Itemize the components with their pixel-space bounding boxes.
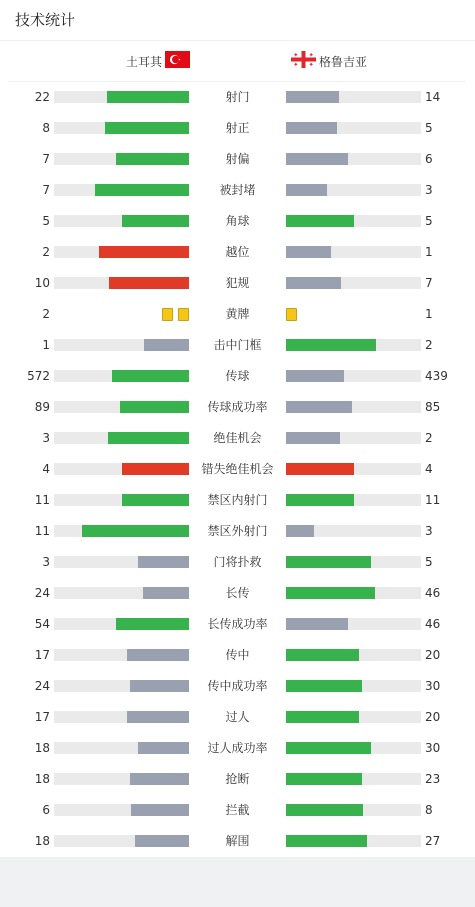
away-bar-fill bbox=[286, 649, 359, 661]
home-value: 6 bbox=[42, 803, 50, 817]
away-bar-fill bbox=[286, 277, 341, 289]
away-bar-fill bbox=[286, 463, 354, 475]
home-bar-fill bbox=[131, 804, 189, 816]
away-value: 8 bbox=[425, 803, 433, 817]
home-bar-fill bbox=[95, 184, 190, 196]
home-team bbox=[126, 51, 190, 71]
away-value: 20 bbox=[425, 648, 441, 662]
away-bar-fill bbox=[286, 525, 314, 537]
home-bar-track bbox=[54, 215, 189, 227]
stat-row bbox=[0, 392, 475, 423]
away-bar-track bbox=[286, 494, 421, 506]
home-bar-track bbox=[54, 463, 189, 475]
home-value: 11 bbox=[34, 524, 50, 538]
away-value: 46 bbox=[425, 617, 441, 631]
away-value: 11 bbox=[425, 493, 441, 507]
home-value: 22 bbox=[34, 90, 50, 104]
georgia-flag-icon bbox=[291, 51, 316, 71]
home-value: 3 bbox=[42, 555, 50, 569]
away-bar-fill bbox=[286, 835, 367, 847]
stat-label: 抢断 bbox=[225, 772, 250, 786]
home-value: 8 bbox=[42, 121, 50, 135]
home-value: 18 bbox=[34, 834, 50, 848]
stat-label: 禁区内射门 bbox=[207, 493, 268, 507]
away-team bbox=[291, 51, 367, 71]
stat-row bbox=[0, 268, 475, 299]
stat-label: 角球 bbox=[225, 214, 250, 228]
away-bar-track bbox=[286, 401, 421, 413]
away-value: 46 bbox=[425, 586, 441, 600]
away-bar-track bbox=[286, 463, 421, 475]
away-value: 5 bbox=[425, 555, 433, 569]
teams-header bbox=[0, 41, 475, 81]
away-bar-fill bbox=[286, 370, 344, 382]
away-bar-fill bbox=[286, 339, 376, 351]
stat-row bbox=[0, 485, 475, 516]
home-bar-fill bbox=[138, 556, 189, 568]
away-value: 439 bbox=[425, 369, 448, 383]
stat-label: 长传 bbox=[225, 586, 250, 600]
away-bar-track bbox=[286, 339, 421, 351]
home-bar-track bbox=[54, 91, 189, 103]
home-bar-fill bbox=[127, 711, 189, 723]
home-bar-track bbox=[54, 401, 189, 413]
home-bar-track bbox=[54, 649, 189, 661]
away-bar-fill bbox=[286, 246, 331, 258]
away-value: 23 bbox=[425, 772, 441, 786]
home-bar-track bbox=[54, 556, 189, 568]
home-bar-fill bbox=[116, 153, 189, 165]
away-bar-fill bbox=[286, 618, 348, 630]
away-bar-fill bbox=[286, 401, 352, 413]
away-bar-track bbox=[286, 277, 421, 289]
stat-label: 犯规 bbox=[225, 276, 250, 290]
home-bar-track bbox=[54, 835, 189, 847]
home-bar-fill bbox=[108, 432, 189, 444]
home-bar-fill bbox=[107, 91, 189, 103]
stat-label: 射正 bbox=[225, 121, 250, 135]
home-value: 11 bbox=[34, 493, 50, 507]
stat-label: 长传成功率 bbox=[207, 617, 268, 631]
away-bar-track bbox=[286, 587, 421, 599]
stat-label: 越位 bbox=[225, 245, 250, 259]
home-value: 7 bbox=[42, 183, 50, 197]
away-bar-fill bbox=[286, 773, 362, 785]
away-team-name: 格鲁吉亚 bbox=[319, 54, 368, 69]
away-bar-track bbox=[286, 370, 421, 382]
stat-row bbox=[0, 175, 475, 206]
stat-row bbox=[0, 454, 475, 485]
stat-label: 传中 bbox=[225, 648, 250, 662]
home-value: 17 bbox=[34, 710, 50, 724]
away-value: 2 bbox=[425, 338, 433, 352]
home-value: 24 bbox=[34, 586, 50, 600]
stat-row bbox=[0, 361, 475, 392]
home-value: 18 bbox=[34, 741, 50, 755]
away-cards bbox=[286, 308, 297, 321]
away-bar-track bbox=[286, 649, 421, 661]
away-bar-fill bbox=[286, 742, 371, 754]
stats-list bbox=[0, 82, 475, 857]
away-bar-fill bbox=[286, 215, 354, 227]
home-bar-track bbox=[54, 339, 189, 351]
stat-row bbox=[0, 764, 475, 795]
home-bar-track bbox=[54, 494, 189, 506]
turkey-flag-icon bbox=[165, 51, 190, 71]
home-value: 3 bbox=[42, 431, 50, 445]
stat-row bbox=[0, 516, 475, 547]
home-bar-track bbox=[54, 587, 189, 599]
away-value: 1 bbox=[425, 307, 433, 321]
away-bar-track bbox=[286, 525, 421, 537]
home-bar-fill bbox=[122, 215, 190, 227]
yellow-card-icon bbox=[162, 308, 173, 321]
stat-label: 拦截 bbox=[225, 803, 250, 817]
stat-label: 禁区外射门 bbox=[207, 524, 268, 538]
home-bar-track bbox=[54, 742, 189, 754]
away-value: 30 bbox=[425, 679, 441, 693]
away-bar-track bbox=[286, 246, 421, 258]
away-value: 1 bbox=[425, 245, 433, 259]
home-bar-track bbox=[54, 184, 189, 196]
away-value: 85 bbox=[425, 400, 441, 414]
away-bar-track bbox=[286, 742, 421, 754]
home-team-name: 土耳其 bbox=[125, 54, 162, 69]
stat-label: 射偏 bbox=[225, 152, 250, 166]
home-bar-fill bbox=[122, 463, 190, 475]
away-bar-fill bbox=[286, 153, 348, 165]
home-bar-fill bbox=[144, 339, 189, 351]
away-bar-fill bbox=[286, 680, 362, 692]
page-title: 技术统计 bbox=[15, 11, 76, 29]
stat-row bbox=[0, 547, 475, 578]
yellow-card-icon bbox=[178, 308, 189, 321]
home-value: 2 bbox=[42, 307, 50, 321]
home-value: 4 bbox=[42, 462, 50, 476]
home-bar-fill bbox=[130, 680, 189, 692]
stat-row bbox=[0, 702, 475, 733]
home-bar-fill bbox=[127, 649, 189, 661]
away-bar-fill bbox=[286, 91, 339, 103]
stat-label: 绝佳机会 bbox=[213, 431, 262, 445]
stat-row bbox=[0, 144, 475, 175]
home-bar-fill bbox=[143, 587, 189, 599]
stat-label: 解围 bbox=[225, 834, 250, 848]
away-bar-fill bbox=[286, 432, 340, 444]
home-value: 7 bbox=[42, 152, 50, 166]
home-bar-fill bbox=[99, 246, 189, 258]
away-value: 3 bbox=[425, 524, 433, 538]
away-value: 6 bbox=[425, 152, 433, 166]
away-value: 30 bbox=[425, 741, 441, 755]
stat-row bbox=[0, 330, 475, 361]
away-bar-fill bbox=[286, 804, 363, 816]
away-bar-track bbox=[286, 91, 421, 103]
stat-label: 过人 bbox=[225, 710, 250, 724]
away-bar-fill bbox=[286, 184, 327, 196]
home-bar-fill bbox=[130, 773, 189, 785]
away-bar-track bbox=[286, 184, 421, 196]
stat-row bbox=[0, 733, 475, 764]
away-bar-track bbox=[286, 835, 421, 847]
away-value: 20 bbox=[425, 710, 441, 724]
away-value: 3 bbox=[425, 183, 433, 197]
away-bar-track bbox=[286, 773, 421, 785]
away-value: 7 bbox=[425, 276, 433, 290]
stat-label: 传中成功率 bbox=[207, 679, 268, 693]
stat-label: 击中门框 bbox=[213, 338, 262, 352]
home-bar-fill bbox=[105, 122, 189, 134]
stat-label: 被封堵 bbox=[219, 183, 256, 197]
away-bar-track bbox=[286, 432, 421, 444]
away-bar-track bbox=[286, 153, 421, 165]
home-cards bbox=[162, 308, 189, 321]
home-value: 24 bbox=[34, 679, 50, 693]
home-bar-track bbox=[54, 277, 189, 289]
away-bar-track bbox=[286, 215, 421, 227]
home-value: 1 bbox=[42, 338, 50, 352]
stat-row bbox=[0, 795, 475, 826]
away-bar-track bbox=[286, 618, 421, 630]
stat-row bbox=[0, 609, 475, 640]
stat-label: 传球 bbox=[225, 369, 250, 383]
away-bar-track bbox=[286, 122, 421, 134]
home-value: 5 bbox=[42, 214, 50, 228]
away-value: 5 bbox=[425, 121, 433, 135]
home-bar-fill bbox=[112, 370, 189, 382]
away-bar-fill bbox=[286, 711, 359, 723]
stat-row bbox=[0, 826, 475, 857]
stat-label: 错失绝佳机会 bbox=[201, 462, 274, 476]
home-bar-track bbox=[54, 711, 189, 723]
stat-label: 传球成功率 bbox=[207, 400, 268, 414]
home-bar-track bbox=[54, 804, 189, 816]
home-bar-fill bbox=[122, 494, 190, 506]
stat-row bbox=[0, 640, 475, 671]
home-bar-track bbox=[54, 618, 189, 630]
home-bar-fill bbox=[82, 525, 189, 537]
home-bar-track bbox=[54, 773, 189, 785]
away-value: 27 bbox=[425, 834, 441, 848]
home-value: 10 bbox=[34, 276, 50, 290]
away-bar-fill bbox=[286, 122, 337, 134]
away-value: 5 bbox=[425, 214, 433, 228]
stat-row bbox=[0, 82, 475, 113]
away-bar-track bbox=[286, 711, 421, 723]
away-bar-track bbox=[286, 804, 421, 816]
stat-row bbox=[0, 113, 475, 144]
home-bar-track bbox=[54, 525, 189, 537]
home-value: 18 bbox=[34, 772, 50, 786]
stat-label: 黄牌 bbox=[225, 307, 250, 321]
home-value: 17 bbox=[34, 648, 50, 662]
stat-row bbox=[0, 206, 475, 237]
away-value: 4 bbox=[425, 462, 433, 476]
home-bar-track bbox=[54, 246, 189, 258]
home-bar-track bbox=[54, 122, 189, 134]
away-bar-track bbox=[286, 556, 421, 568]
home-bar-fill bbox=[120, 401, 189, 413]
away-bar-track bbox=[286, 680, 421, 692]
away-value: 14 bbox=[425, 90, 441, 104]
stat-row bbox=[0, 299, 475, 330]
home-bar-track bbox=[54, 370, 189, 382]
home-bar-fill bbox=[135, 835, 189, 847]
away-bar-fill bbox=[286, 556, 371, 568]
stat-row bbox=[0, 671, 475, 702]
stat-label: 门将扑救 bbox=[213, 555, 262, 569]
stat-row bbox=[0, 237, 475, 268]
stat-label: 射门 bbox=[225, 90, 250, 104]
stat-row bbox=[0, 423, 475, 454]
away-bar-fill bbox=[286, 587, 375, 599]
home-bar-fill bbox=[138, 742, 189, 754]
home-value: 89 bbox=[34, 400, 50, 414]
home-bar-track bbox=[54, 153, 189, 165]
away-value: 2 bbox=[425, 431, 433, 445]
yellow-card-icon bbox=[286, 308, 297, 321]
home-value: 54 bbox=[34, 617, 50, 631]
home-bar-fill bbox=[116, 618, 189, 630]
home-bar-track bbox=[54, 680, 189, 692]
home-value: 572 bbox=[27, 369, 50, 383]
home-value: 2 bbox=[42, 245, 50, 259]
home-bar-fill bbox=[109, 277, 189, 289]
away-bar-fill bbox=[286, 494, 354, 506]
stat-label: 过人成功率 bbox=[207, 741, 268, 755]
home-bar-track bbox=[54, 432, 189, 444]
stat-row bbox=[0, 578, 475, 609]
